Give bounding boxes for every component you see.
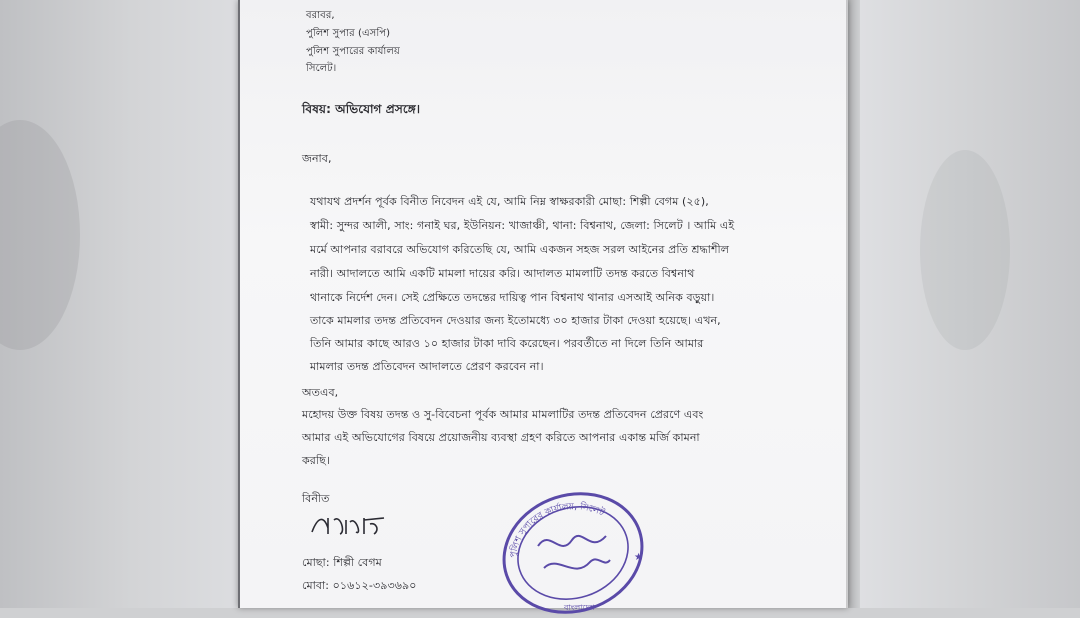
body-line: মর্মে আপনার বরাবরে অভিযোগ করিতেছি যে, আমি একজন সহজ সরল আইনের প্রতি শ্রদ্ধাশীল [310,243,730,256]
closing-intro: অতএব, [302,386,339,399]
address-line: বরাবর, [306,10,335,21]
background-blur-mark [920,150,1010,350]
body-line: যথাযথ প্রদর্শন পূর্বক বিনীত নিবেদন এই যে, আমি নিম্ন স্বাক্ষরকারী মোছা: শিল্পী বেগম (২৫), [310,195,709,208]
body-line: থানাকে নির্দেশ দেন। সেই প্রেক্ষিতে তদন্তের দায়িত্ব পান বিশ্বনাথ থানার এসআই অনিক বড়ুয়া। [310,291,715,304]
paper-edge-shadow [846,0,860,608]
closing-line: করছি। [302,454,330,467]
body-line: তাকে মামলার তদন্ত প্রতিবেদন দেওয়ার জন্য ইতোমধ্যে ৩০ হাজার টাকা দেওয়া হয়েছে। এখন, [310,314,721,327]
signature-scribble [310,512,390,540]
handwritten-signature [310,512,390,545]
closing-line: আমার এই অভিযোগের বিষয়ে প্রয়োজনীয় ব্যবস্থা গ্রহণ করিতে আপনার একান্ত মর্জি কামনা [302,431,700,444]
letter-subject: বিষয়: অভিযোগ প্রসঙ্গে। [302,102,421,116]
body-line: তিনি আমার কাছে আরও ১০ হাজার টাকা দাবি করেছেন। পরবর্তীতে না দিলে তিনি আমার [310,337,704,350]
address-line: সিলেট। [306,63,337,74]
body-line: নারী। আদালতে আমি একটি মামলা দায়ের করি। আদালত মামলাটি তদন্ত করতে বিশ্বনাথ [310,267,695,280]
background-right [860,0,1080,608]
address-line: পুলিশ সুপারের কার্যালয় [306,46,400,57]
background-blur-mark [0,120,80,350]
official-seal [498,488,648,618]
background-left [0,0,240,608]
seal-bottom-text: বাংলাদেশ [564,603,595,612]
seal-ring-text: পুলিশ সুপারের কার্যালয়, সিলেট [508,502,606,559]
svg-text:★: ★ [634,552,643,563]
sign-off: বিনীত [302,492,330,505]
address-line: পুলিশ সুপার (এসপি) [306,28,391,39]
body-line: মামলার তদন্ত প্রতিবেদন আদালতে প্রেরণ করবেন না। [310,360,544,373]
closing-line: মহোদয় উক্ত বিষয় তদন্ত ও সু-বিবেচনা পূর্বক আমার মামলাটির তদন্ত প্রতিবেদন প্রেরণে এবং [302,408,704,421]
salutation: জনাব, [302,152,332,165]
sender-name: মোছা: শিল্পী বেগম [302,556,382,569]
svg-text:পুলিশ সুপারের কার্যালয়, সিলেট [509,501,608,558]
sender-phone: মোবা: ০১৬১২-৩৯৩৬৯০ [302,579,417,592]
body-line: স্বামী: সুন্দর আলী, সাং: গনাই ঘর, ইউনিয়ন: খাজাঞ্চী, থানা: বিশ্বনাথ, জেলা: সিলেট । আমি এই [310,219,735,232]
